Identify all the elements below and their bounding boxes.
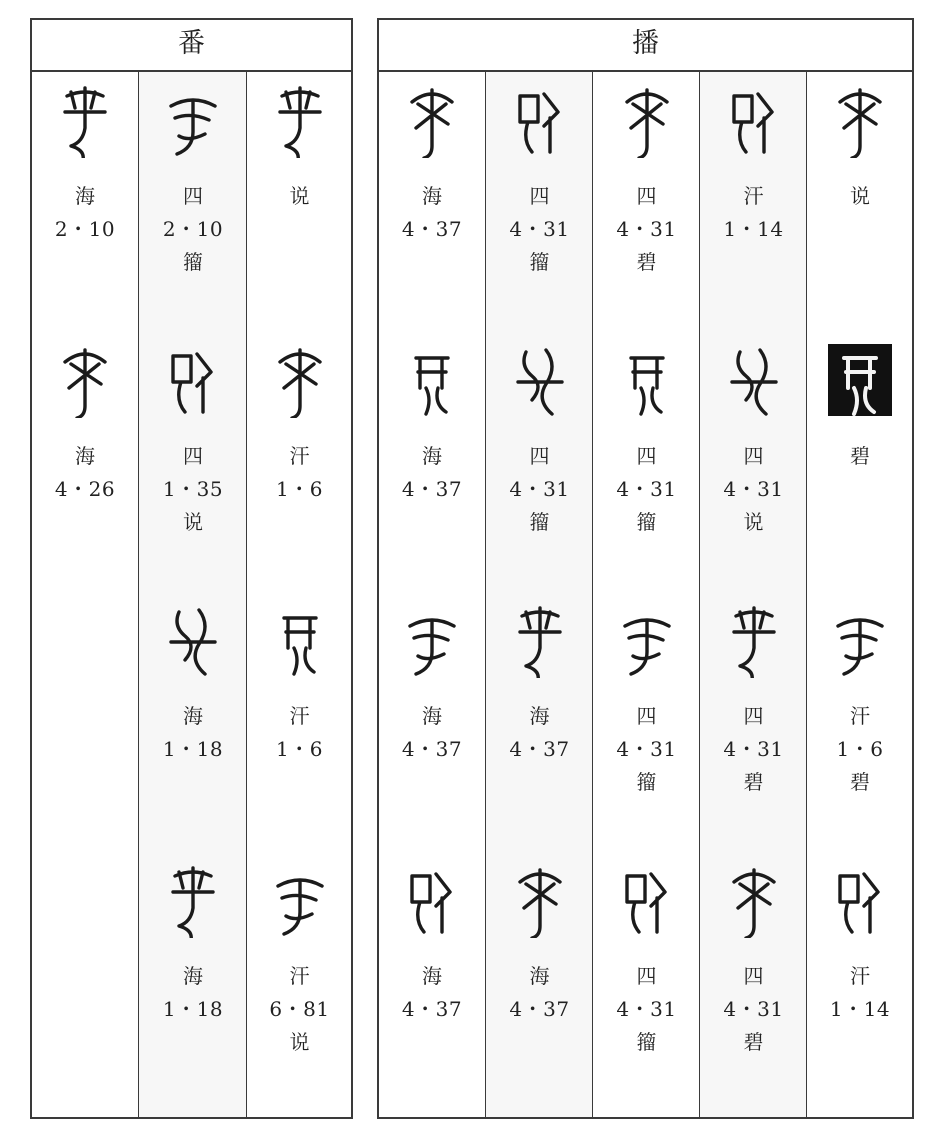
glyph-entry	[593, 592, 700, 852]
column-3	[592, 72, 700, 1117]
reference-number: 4・31	[509, 217, 570, 241]
glyph-entry	[379, 332, 485, 592]
source-label: 海	[75, 184, 95, 208]
reference-number: 4・37	[401, 217, 463, 241]
entry-caption	[379, 180, 485, 246]
source-label: 四	[636, 444, 657, 468]
seal-glyph-icon	[159, 342, 227, 418]
reference-number: 4・31	[509, 477, 570, 501]
column-5	[806, 72, 913, 1117]
source-label: 海	[422, 964, 442, 988]
glyph-entry	[139, 332, 247, 592]
glyph-entry	[593, 852, 700, 1112]
reference-number: 2・10	[162, 217, 224, 241]
reference-number: 2・10	[54, 217, 116, 241]
glyph-entry	[807, 332, 913, 592]
source-label: 海	[529, 704, 550, 728]
source-label: 海	[529, 964, 550, 988]
entry-caption	[247, 180, 352, 213]
glyph-entry	[139, 72, 247, 332]
glyph-entry	[700, 592, 807, 852]
reference-number: 1・18	[162, 737, 224, 761]
entry-caption	[593, 440, 700, 539]
entry-caption	[139, 180, 247, 279]
seal-glyph-icon	[159, 862, 227, 938]
seal-glyph-icon	[613, 602, 681, 678]
seal-glyph-icon	[720, 342, 788, 418]
reference-number: 4・37	[401, 477, 463, 501]
source-label: 海	[75, 444, 95, 468]
table-header-fan: 番	[32, 20, 351, 72]
glyph-entry	[379, 852, 485, 1112]
script-note: 碧	[743, 770, 764, 794]
reference-number: 4・31	[723, 997, 784, 1021]
seal-glyph-icon	[826, 862, 894, 938]
script-note: 说	[183, 510, 203, 534]
reference-number: 4・31	[723, 477, 784, 501]
source-label: 四	[529, 184, 550, 208]
entry-caption	[32, 180, 138, 246]
reference-number: 4・31	[616, 217, 677, 241]
glyph-entry	[486, 852, 593, 1112]
script-note: 碧	[850, 770, 870, 794]
entry-caption	[486, 180, 593, 279]
glyph-entry	[32, 332, 138, 592]
entry-caption	[379, 700, 485, 766]
source-label: 海	[183, 704, 203, 728]
script-note: 籀	[183, 250, 203, 274]
source-label: 汗	[289, 444, 310, 468]
glyph-entry	[139, 852, 247, 1112]
script-note: 碧	[743, 1030, 764, 1054]
entry-caption	[486, 440, 593, 539]
column-4	[699, 72, 807, 1117]
glyph-entry	[593, 332, 700, 592]
seal-glyph-icon	[51, 342, 119, 418]
seal-glyph-icon	[51, 82, 119, 158]
reference-number: 4・37	[509, 737, 570, 761]
seal-glyph-icon	[613, 862, 681, 938]
script-note: 籀	[529, 250, 550, 274]
entry-caption	[807, 180, 913, 213]
script-note: 籀	[636, 770, 657, 794]
glyph-entry	[247, 72, 352, 332]
bo-character-table	[377, 18, 914, 1119]
column-2	[138, 72, 247, 1117]
seal-glyph-icon	[720, 862, 788, 938]
glyph-entry	[593, 72, 700, 332]
source-label: 说	[850, 184, 870, 208]
reference-number: 6・81	[269, 997, 330, 1021]
reference-number: 4・37	[401, 737, 463, 761]
entry-caption	[700, 180, 807, 246]
source-label: 四	[636, 964, 657, 988]
glyph-entry	[379, 592, 485, 852]
entry-caption	[807, 960, 913, 1026]
reference-number: 1・6	[836, 737, 884, 761]
script-note: 说	[289, 1030, 310, 1054]
seal-glyph-icon	[398, 82, 466, 158]
source-label: 汗	[289, 964, 310, 988]
seal-glyph-icon	[826, 342, 894, 418]
glyph-entry	[486, 592, 593, 852]
seal-glyph-icon	[266, 342, 334, 418]
glyph-entry	[807, 852, 913, 1112]
seal-glyph-icon	[506, 82, 574, 158]
reference-number: 4・31	[616, 737, 677, 761]
source-label: 海	[422, 444, 442, 468]
source-label: 海	[422, 184, 442, 208]
source-label: 汗	[850, 964, 870, 988]
column-2	[485, 72, 593, 1117]
seal-glyph-icon	[159, 82, 227, 158]
glyph-entry	[807, 72, 913, 332]
entry-caption	[486, 960, 593, 1026]
reference-number: 1・6	[276, 477, 323, 501]
glyph-entry	[247, 852, 352, 1112]
entry-caption	[593, 180, 700, 279]
source-label: 四	[743, 704, 764, 728]
script-note: 籀	[636, 510, 657, 534]
seal-glyph-icon	[398, 342, 466, 418]
reference-number: 1・14	[723, 217, 784, 241]
seal-glyph-icon	[720, 82, 788, 158]
reference-number: 1・14	[829, 997, 891, 1021]
entry-caption	[139, 440, 247, 539]
source-label: 四	[183, 184, 203, 208]
entry-caption	[379, 440, 485, 506]
column-3	[246, 72, 352, 1117]
glyph-entry	[139, 592, 247, 852]
script-note: 籀	[529, 510, 550, 534]
seal-glyph-icon	[506, 862, 574, 938]
seal-glyph-icon	[266, 82, 334, 158]
seal-glyph-icon	[266, 602, 334, 678]
entry-caption	[700, 440, 807, 539]
source-label: 汗	[743, 184, 764, 208]
entry-caption	[700, 960, 807, 1059]
entry-caption	[32, 440, 138, 506]
source-label: 四	[183, 444, 203, 468]
reference-number: 4・31	[616, 477, 677, 501]
reference-number: 4・31	[723, 737, 784, 761]
reference-number: 1・6	[276, 737, 323, 761]
entry-caption	[486, 700, 593, 766]
source-label: 四	[636, 184, 657, 208]
seal-glyph-icon	[613, 82, 681, 158]
seal-glyph-icon	[398, 602, 466, 678]
glyph-entry	[247, 592, 352, 852]
entry-caption	[247, 440, 352, 506]
entry-caption	[247, 700, 352, 766]
glyph-entry	[700, 72, 807, 332]
script-note: 籀	[636, 1030, 657, 1054]
script-note: 说	[743, 510, 764, 534]
glyph-entry	[247, 332, 352, 592]
source-label: 汗	[850, 704, 870, 728]
seal-glyph-icon	[506, 342, 574, 418]
reference-number: 4・26	[54, 477, 116, 501]
column-1	[32, 72, 138, 1117]
seal-glyph-icon	[266, 862, 334, 938]
entry-caption	[247, 960, 352, 1059]
reference-number: 1・18	[162, 997, 224, 1021]
entry-caption	[593, 700, 700, 799]
entry-caption	[139, 700, 247, 766]
glyph-entry	[32, 72, 138, 332]
seal-glyph-icon	[159, 602, 227, 678]
source-label: 海	[422, 704, 442, 728]
source-label: 碧	[850, 444, 870, 468]
entry-caption	[379, 960, 485, 1026]
source-label: 四	[636, 704, 657, 728]
entry-caption	[139, 960, 247, 1026]
entry-caption	[593, 960, 700, 1059]
glyph-entry	[700, 852, 807, 1112]
seal-glyph-icon	[506, 602, 574, 678]
seal-glyph-icon	[720, 602, 788, 678]
entry-caption	[700, 700, 807, 799]
seal-glyph-icon	[613, 342, 681, 418]
seal-glyph-icon	[398, 862, 466, 938]
glyph-entry	[486, 72, 593, 332]
source-label: 四	[529, 444, 550, 468]
entry-caption	[807, 700, 913, 799]
reference-number: 4・31	[616, 997, 677, 1021]
glyph-entry	[486, 332, 593, 592]
glyph-entry	[379, 72, 485, 332]
fan-character-table	[30, 18, 353, 1119]
table-header-bo: 播	[379, 20, 912, 72]
source-label: 说	[289, 184, 310, 208]
glyph-entry	[700, 332, 807, 592]
reference-number: 4・37	[401, 997, 463, 1021]
column-1	[379, 72, 485, 1117]
source-label: 汗	[289, 704, 310, 728]
source-label: 四	[743, 444, 764, 468]
source-label: 海	[183, 964, 203, 988]
script-note: 碧	[636, 250, 657, 274]
reference-number: 1・35	[162, 477, 224, 501]
entry-caption	[807, 440, 913, 473]
reference-number: 4・37	[509, 997, 570, 1021]
glyph-entry	[807, 592, 913, 852]
seal-glyph-icon	[826, 82, 894, 158]
seal-glyph-icon	[826, 602, 894, 678]
source-label: 四	[743, 964, 764, 988]
